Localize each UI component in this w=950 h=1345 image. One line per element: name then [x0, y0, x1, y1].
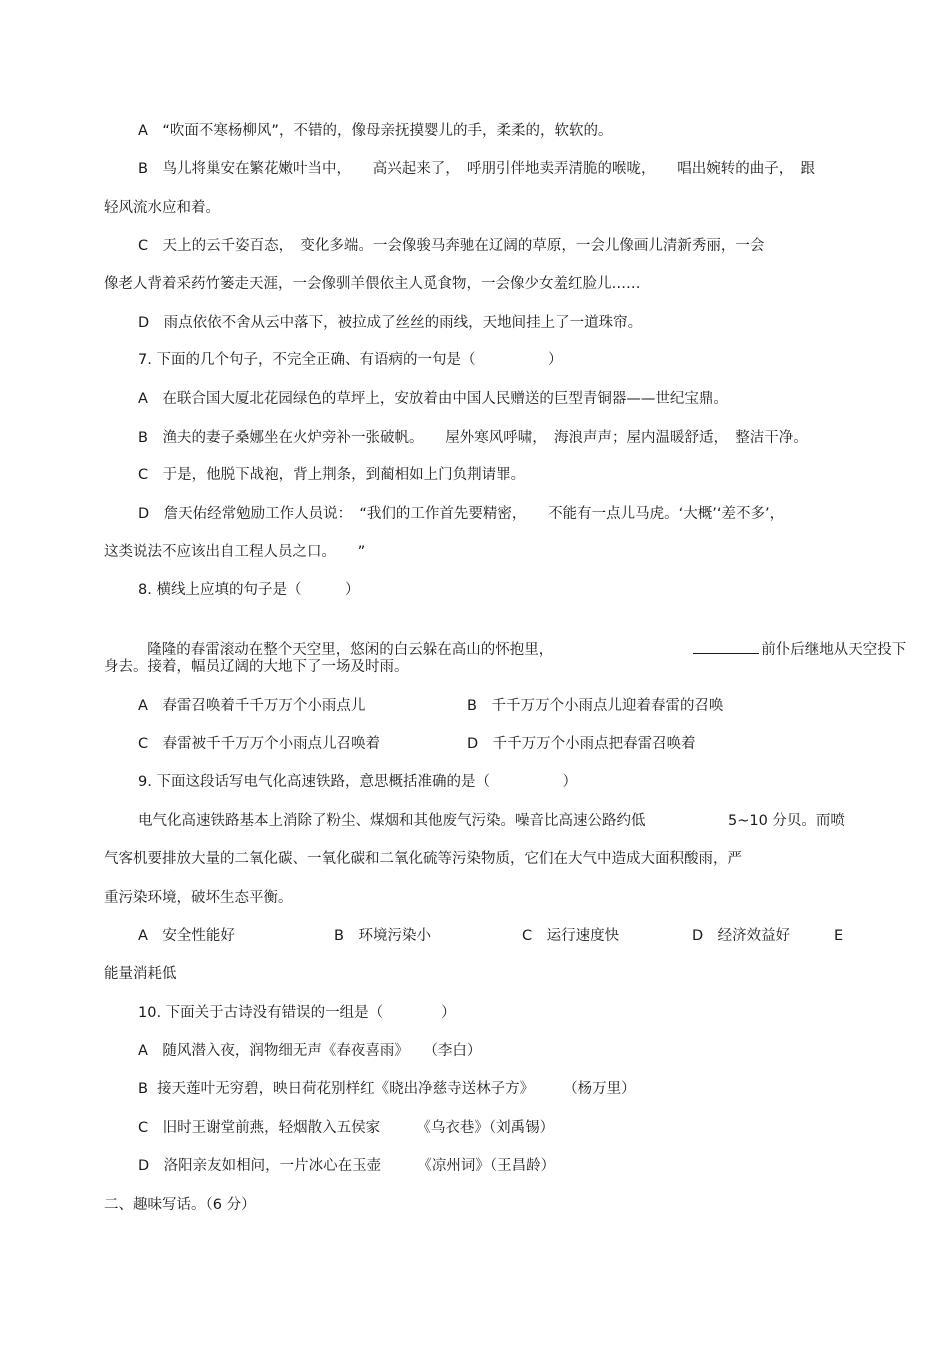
q9-passage-line3: 重污染环境，破坏生态平衡。 [104, 890, 293, 906]
q8-option-c: C 春雷被千千万万个小雨点儿召唤着 [138, 736, 381, 752]
q6-option-b-line1: B 鸟儿将巢安在繁花嫩叶当中， 高兴起来了， 呼朋引伴地卖弄清脆的喉咙， 唱出婉转的曲子， 跟 [138, 161, 815, 177]
q10-option-c: C 旧时王谢堂前燕，轻烟散入五侯家 《乌衣巷》（刘禹锡） [138, 1120, 555, 1136]
q9-passage-line1-end: 5~10 分贝。而喷 [728, 813, 845, 829]
q9-option-e-text: 能量消耗低 [104, 966, 177, 982]
q8-stem: 8. 横线上应填的句子是（ ） [138, 582, 360, 598]
q6-option-d: D 雨点依依不舍从云中落下，被拉成了丝丝的雨线，天地间挂上了一道珠帘。 [138, 315, 643, 331]
q9-passage-line2: 气客机要排放大量的二氧化碳、一氧化碳和二氧化硫等污染物质，它们在大气中造成大面积酸雨，严 [104, 851, 742, 867]
q8-option-b: B 千千万万个小雨点儿迎着春雷的召唤 [467, 698, 724, 714]
q7-option-c: C 于是，他脱下战袍，背上荆条，到蔺相如上门负荆请罪。 [138, 467, 526, 483]
q8-passage-line2: 身去。接着，幅员辽阔的大地下了一场及时雨。 [104, 659, 409, 675]
q8-passage-line1 [138, 619, 906, 660]
q8-option-a: A 春雷召唤着千千万万个小雨点儿 [138, 698, 366, 714]
q6-option-a: A “吹面不寒杨柳风”，不错的，像母亲抚摸婴儿的手，柔柔的，软软的。 [138, 123, 613, 139]
q6-option-b-line2: 轻风流水应和着。 [104, 200, 220, 216]
q7-option-b: B 渔夫的妻子桑娜坐在火炉旁补一张破帆。 屋外寒风呼啸， 海浪声声；屋内温暖舒适， 整洁干净。 [138, 430, 808, 446]
q8-fill-blank[interactable] [693, 639, 759, 654]
q9-option-c: C 运行速度快 [522, 928, 620, 944]
q7-stem: 7. 下面的几个句子，不完全正确、有语病的一句是（ ） [138, 352, 563, 368]
q10-option-b: B 接天莲叶无穷碧，映日荷花别样红《晓出净慈寺送林子方》 （杨万里） [138, 1081, 636, 1097]
q6-option-c-line1: C 天上的云千姿百态， 变化多端。一会像骏马奔驰在辽阔的草原，一会儿像画儿清新秀丽，一会 [138, 238, 765, 254]
q9-option-a: A 安全性能好 [138, 928, 235, 944]
q8-passage-text: 隆隆的春雷滚动在整个天空里，悠闲的白云躲在高山的怀抱里， [147, 642, 554, 658]
q9-passage-line1: 电气化高速铁路基本上消除了粉尘、煤烟和其他废气污染。噪音比高速公路约低 [138, 813, 646, 829]
q9-stem: 9. 下面这段话写电气化高速铁路，意思概括准确的是（ ） [138, 774, 577, 790]
q7-option-d-line2: 这类说法不应该出自工程人员之口。 ” [104, 544, 366, 560]
q8-option-d: D 千千万万个小雨点把春雷召唤着 [467, 736, 696, 752]
q9-option-e-letter: E [834, 928, 844, 944]
q9-option-d: D 经济效益好 [692, 928, 791, 944]
q10-option-d: D 洛阳亲友如相问，一片冰心在玉壶 《凉州词》（王昌龄） [138, 1158, 556, 1174]
q10-option-a: A 随风潜入夜，润物细无声《春夜喜雨》 （李白） [138, 1043, 482, 1059]
q10-stem: 10. 下面关于古诗没有错误的一组是（ ） [138, 1005, 456, 1021]
q8-passage-text-end: 前仆后继地从天空投下 [761, 642, 907, 658]
q6-option-c-line2: 像老人背着采药竹篓走天涯，一会像驯羊偎依主人觅食物，一会像少女羞红脸儿…… [104, 276, 641, 292]
q9-option-b: B 环境污染小 [334, 928, 431, 944]
q7-option-a: A 在联合国大厦北花园绿色的草坪上，安放着由中国人民赠送的巨型青铜器——世纪宝鼎。 [138, 391, 728, 407]
section-two-heading: 二、趣味写话。（6 分） [104, 1197, 256, 1213]
q7-option-d-line1: D 詹天佑经常勉励工作人员说： “我们的工作首先要精密， 不能有一点儿马虎。‘大概’‘差不多’， [138, 506, 785, 522]
